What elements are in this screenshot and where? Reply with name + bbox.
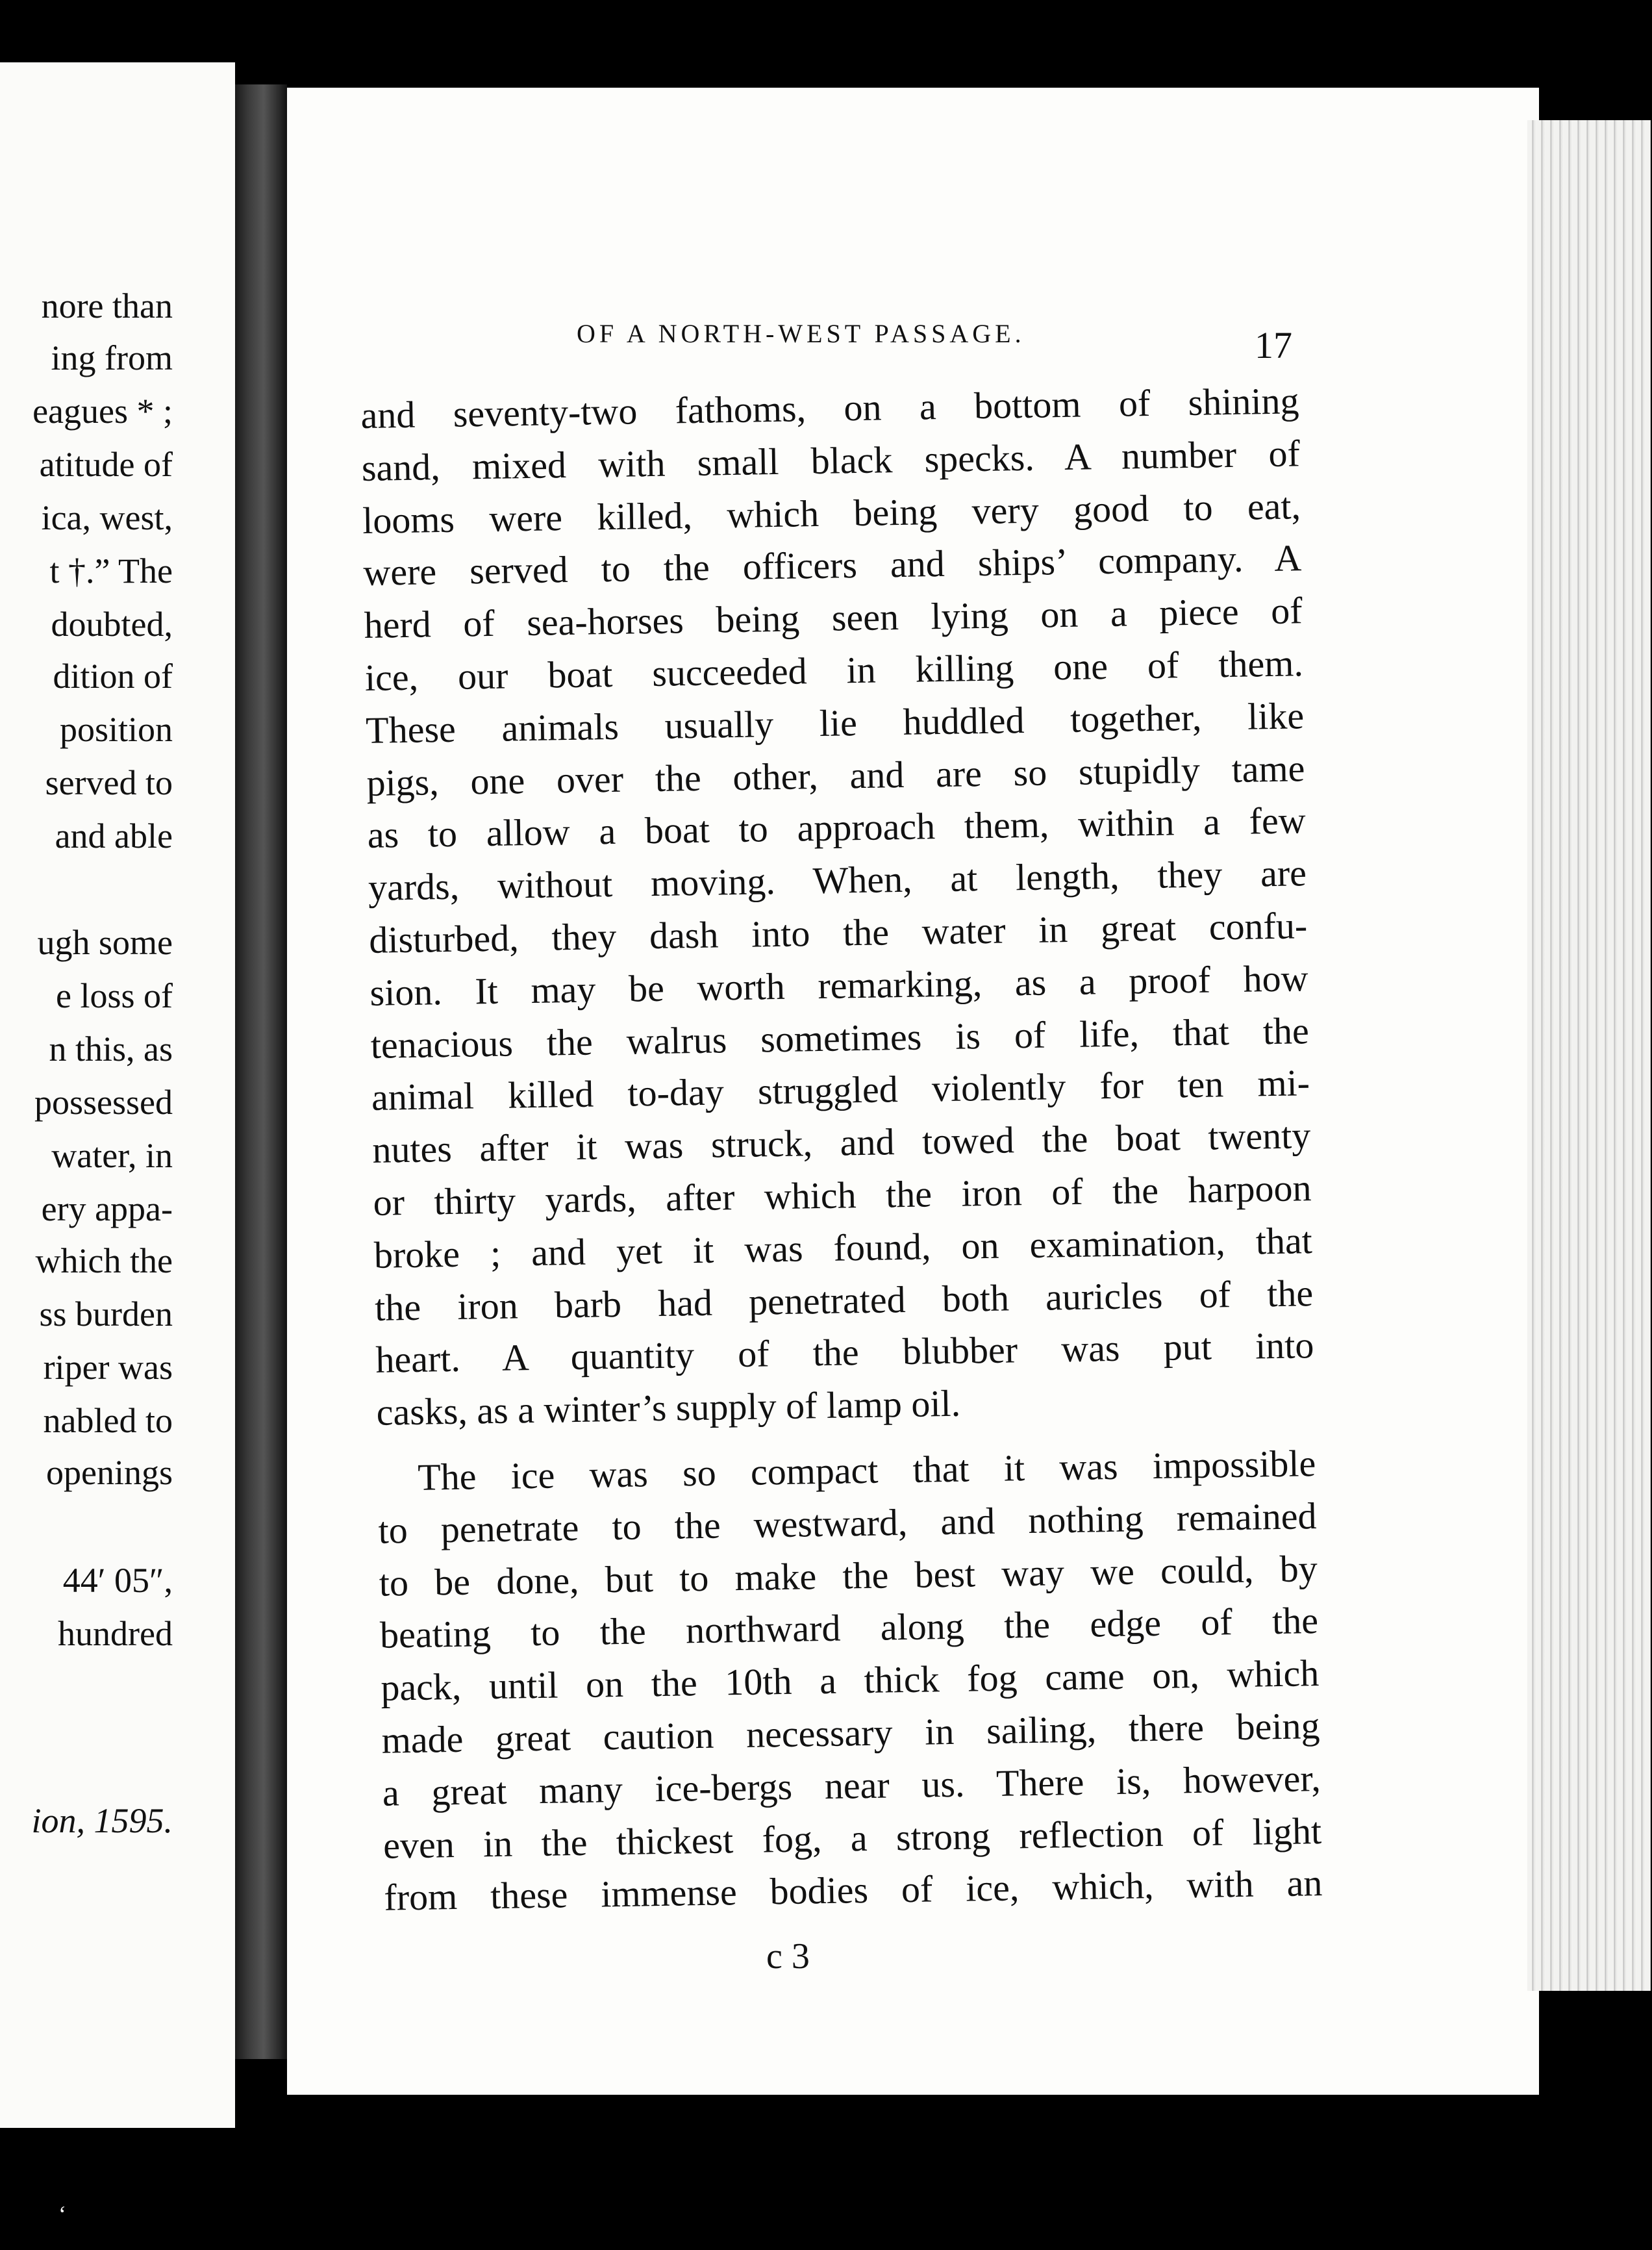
text-line: heart. A quantity of the blubber was put into bbox=[375, 1324, 1314, 1382]
left-page-line: openings bbox=[46, 1453, 173, 1492]
running-head: OF A NORTH-WEST PASSAGE. bbox=[577, 319, 1025, 348]
left-page-line: ugh some bbox=[37, 923, 173, 962]
text-line: herd of sea-horses being seen lying on a piece of bbox=[364, 589, 1303, 647]
book-gutter-shadow bbox=[235, 84, 287, 2059]
left-page-line: hundred bbox=[58, 1614, 173, 1653]
text-line: and seventy-two fathoms, on a bottom of shining bbox=[360, 379, 1299, 436]
text-line: to be done, but to make the best way we could, by bbox=[379, 1547, 1318, 1604]
left-page-line: atitude of bbox=[39, 445, 173, 484]
text-line: pigs, one over the other, and are so stupidly tame bbox=[366, 746, 1305, 804]
text-line: to penetrate to the westward, and nothing remained bbox=[378, 1494, 1317, 1552]
text-line: from these immense bodies of ice, which, with an bbox=[383, 1862, 1323, 1919]
body-text bbox=[360, 375, 1323, 1925]
text-line: tenacious the walrus sometimes is of life, that the bbox=[370, 1009, 1310, 1067]
text-line: The ice was so compact that it was impossible bbox=[417, 1442, 1316, 1498]
left-page-line: ica, west, bbox=[41, 498, 173, 537]
text-line: made great caution necessary in sailing, there being bbox=[381, 1704, 1320, 1762]
text-line: These animals usually lie huddled together, like bbox=[365, 694, 1305, 752]
left-page-line: dition of bbox=[53, 657, 173, 696]
left-page-line: doubted, bbox=[51, 605, 173, 644]
text-line: as to allow a boat to approach them, within a few bbox=[367, 799, 1307, 857]
left-page-line: riper was bbox=[43, 1348, 173, 1387]
text-line: ice, our boat succeeded in killing one of them. bbox=[364, 642, 1304, 699]
left-page-line: 44′ 05″, bbox=[62, 1561, 173, 1600]
text-line: a great many ice-bergs near us. There is, however, bbox=[382, 1756, 1321, 1814]
left-page-line: e loss of bbox=[56, 976, 173, 1015]
text-line: or thirty yards, after which the iron of the harpoon bbox=[373, 1167, 1312, 1224]
paragraph-2 bbox=[377, 1437, 1323, 1925]
left-page-line: t †.” The bbox=[49, 551, 173, 590]
text-line: the iron barb had penetrated both auricles of the bbox=[374, 1271, 1314, 1329]
left-page-line: ion, 1595. bbox=[31, 1801, 173, 1840]
left-page-line: position bbox=[59, 710, 173, 749]
text-line: casks, as a winter’s supply of lamp oil. bbox=[376, 1382, 961, 1434]
text-line: broke ; and yet it was found, on examination, that bbox=[373, 1219, 1313, 1276]
text-line: sion. It may be worth remarking, as a proof how bbox=[369, 956, 1308, 1014]
page-number: 17 bbox=[1255, 324, 1292, 366]
paragraph-1 bbox=[360, 375, 1315, 1439]
left-page-line: and able bbox=[55, 816, 173, 855]
left-page-line: water, in bbox=[51, 1136, 173, 1175]
text-line: sand, mixed with small black specks. A number of bbox=[361, 432, 1301, 489]
text-line: nutes after it was struck, and towed the boat twenty bbox=[371, 1114, 1311, 1172]
left-page-line: served to bbox=[45, 763, 173, 802]
left-page-line: n this, as bbox=[49, 1030, 173, 1068]
text-line: even in the thickest fog, a strong reflection of light bbox=[382, 1809, 1322, 1867]
left-page-line: eagues * ; bbox=[32, 392, 173, 431]
text-line: disturbed, they dash into the water in great confu- bbox=[368, 904, 1308, 961]
left-page-line: possessed bbox=[34, 1083, 173, 1122]
text-line: were served to the officers and ships’ company. A bbox=[362, 537, 1302, 594]
left-page-line: ss burden bbox=[39, 1295, 173, 1334]
left-page-line: ery appa- bbox=[41, 1189, 173, 1228]
text-line: yards, without moving. When, at length, they are bbox=[368, 852, 1307, 909]
left-page-line: nore than bbox=[41, 286, 173, 325]
left-page-line: nabled to bbox=[43, 1401, 173, 1440]
text-line: pack, until on the 10th a thick fog came on, which bbox=[380, 1652, 1320, 1709]
text-line: animal killed to-day struggled violently for ten mi- bbox=[371, 1061, 1310, 1119]
text-line: looms were killed, which being very good to eat, bbox=[362, 484, 1301, 542]
left-page-fragment bbox=[0, 62, 235, 2128]
signature-mark: c 3 bbox=[766, 1936, 810, 1977]
text-line: beating to the northward along the edge of the bbox=[379, 1599, 1319, 1657]
scan-corner-mark: ‘ bbox=[58, 2201, 66, 2227]
left-page-line: ing from bbox=[51, 338, 173, 377]
left-page-line: which the bbox=[35, 1241, 173, 1280]
page-edges bbox=[1527, 120, 1651, 1991]
